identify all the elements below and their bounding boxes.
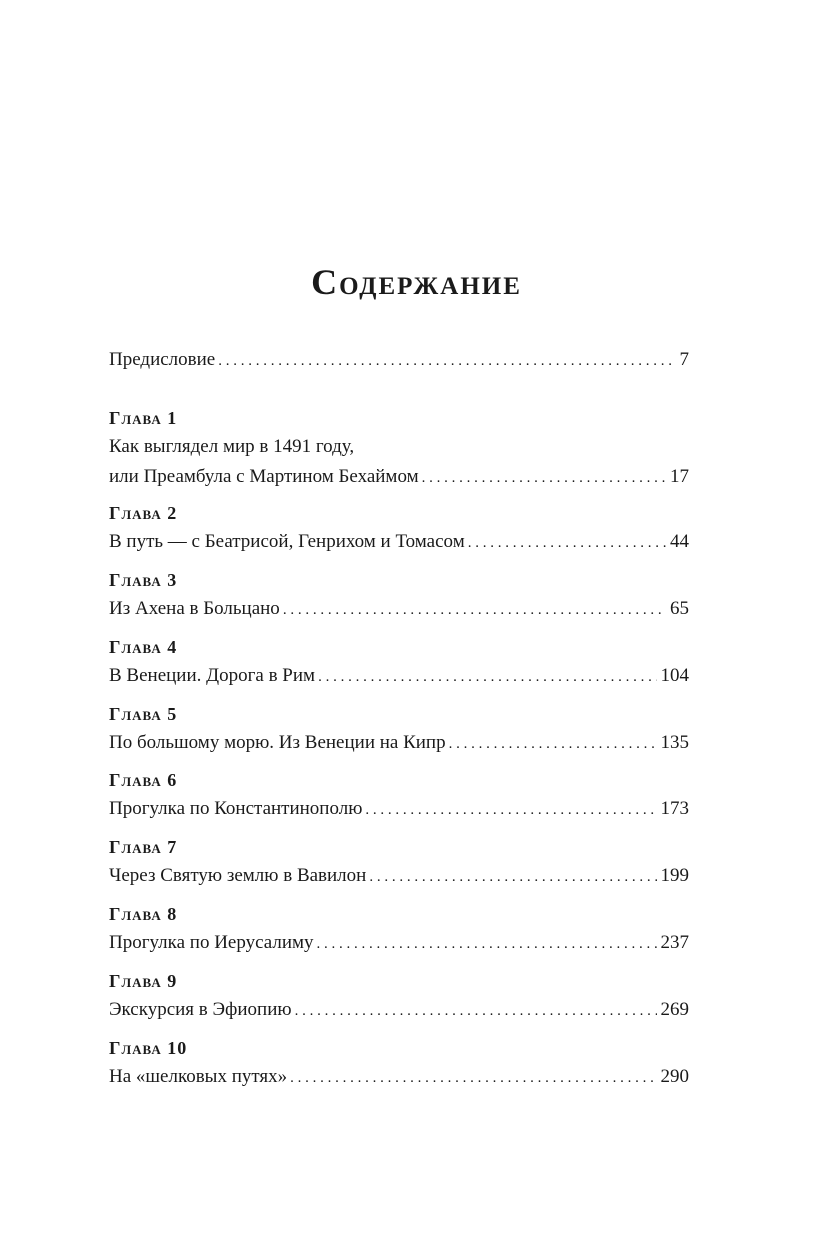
chapter-heading: Глава 2 xyxy=(109,503,178,523)
toc-entry-line xyxy=(109,728,689,759)
chapter-heading: Глава 1 xyxy=(109,408,178,428)
toc-chapter-9 xyxy=(109,967,689,1026)
toc-page-number: 173 xyxy=(660,798,689,819)
dot-leader xyxy=(218,346,675,376)
toc-chapter-1 xyxy=(109,404,689,493)
toc-entry-line xyxy=(109,527,689,558)
page-title: Содержание xyxy=(311,262,522,303)
toc-page-number: 104 xyxy=(660,665,689,686)
toc-page-number: 290 xyxy=(660,1066,689,1087)
toc-page-number: 17 xyxy=(670,466,689,487)
toc-entry-title: В Венеции. Дорога в Рим xyxy=(109,665,316,686)
toc-entry-line xyxy=(109,345,689,376)
toc-page-number: 199 xyxy=(660,865,689,886)
toc-entry-title: Прогулка по Иерусалиму xyxy=(109,932,314,953)
toc-entry-preface xyxy=(109,345,689,376)
toc-page-number: 65 xyxy=(670,598,689,619)
toc-chapter-8 xyxy=(109,900,689,959)
toc-entry-title: Прогулка по Константинополю xyxy=(109,798,363,819)
chapter-heading: Глава 3 xyxy=(109,570,178,590)
chapter-heading: Глава 5 xyxy=(109,704,178,724)
chapter-heading: Глава 7 xyxy=(109,837,178,857)
toc-entry-title: Предисловие xyxy=(109,349,216,370)
toc-entry-title: Из Ахена в Больцано xyxy=(109,598,280,619)
toc-entry-title: По большому морю. Из Венеции на Кипр xyxy=(109,732,446,753)
toc-entry-line xyxy=(109,995,689,1026)
dot-leader xyxy=(317,929,657,959)
chapter-heading: Глава 4 xyxy=(109,637,178,657)
toc-page-number: 269 xyxy=(660,999,689,1020)
toc-entry-title: или Преамбула с Мартином Бехаймом xyxy=(109,466,419,487)
dot-leader xyxy=(449,729,657,759)
dot-leader xyxy=(369,862,656,892)
toc-entry-title: Экскурсия в Эфиопию xyxy=(109,999,292,1020)
chapter-heading: Глава 9 xyxy=(109,971,178,991)
toc-page-number: 7 xyxy=(679,349,689,370)
chapter-heading: Глава 8 xyxy=(109,904,178,924)
toc-entry-line xyxy=(109,462,689,493)
toc-page-number: 135 xyxy=(660,732,689,753)
toc-entry-title: В путь — с Беатрисой, Генрихом и Томасом xyxy=(109,531,465,552)
dot-leader xyxy=(365,795,656,825)
toc-entry-line xyxy=(109,661,689,692)
dot-leader xyxy=(422,463,666,493)
toc-entry-title: На «шелковых путях» xyxy=(109,1066,288,1087)
toc-entry-line xyxy=(109,928,689,959)
chapter-heading: Глава 10 xyxy=(109,1038,188,1058)
dot-leader xyxy=(290,1063,656,1093)
toc-page-number: 237 xyxy=(660,932,689,953)
toc-chapter-4 xyxy=(109,633,689,692)
dot-leader xyxy=(283,595,666,625)
toc-entry-line xyxy=(109,594,689,625)
toc-entry-line xyxy=(109,1062,689,1093)
toc-entry-line xyxy=(109,861,689,892)
toc-page-number: 44 xyxy=(670,531,689,552)
toc-chapter-2 xyxy=(109,499,689,558)
chapter-heading: Глава 6 xyxy=(109,770,178,790)
dot-leader xyxy=(295,996,657,1026)
toc-entry-line xyxy=(109,794,689,825)
toc-chapter-5 xyxy=(109,700,689,759)
dot-leader xyxy=(318,662,656,692)
toc-chapter-7 xyxy=(109,833,689,892)
toc-entry-title: Через Святую землю в Вавилон xyxy=(109,865,367,886)
toc-chapter-10 xyxy=(109,1034,689,1093)
toc-chapter-3 xyxy=(109,566,689,625)
dot-leader xyxy=(468,528,666,558)
toc-chapter-6 xyxy=(109,766,689,825)
toc-entry-title-line: Как выглядел мир в 1491 году, xyxy=(109,436,355,457)
